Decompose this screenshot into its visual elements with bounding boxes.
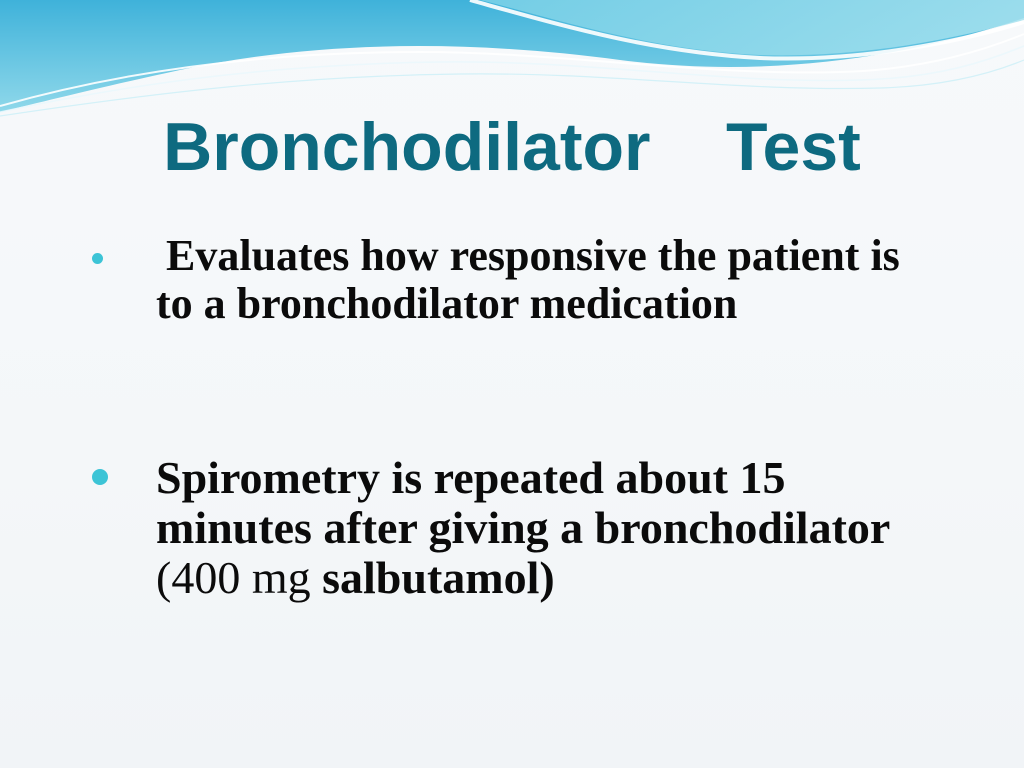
bullet-dot-icon bbox=[92, 469, 108, 485]
bullet-1-text: Evaluates how responsive the patient is to a bronchodilator medication bbox=[156, 231, 900, 328]
bullet-2-text-end: salbutamol) bbox=[310, 552, 555, 603]
bullet-2-text-plain: (400 mg bbox=[156, 552, 311, 603]
bullet-item-1 bbox=[156, 232, 936, 328]
bullet-dot-icon bbox=[92, 253, 103, 264]
bullet-item-2 bbox=[156, 453, 936, 603]
slide-title: Bronchodilator Test bbox=[163, 109, 861, 185]
bullet-2-text-bold: Spirometry is repeated about 15 minutes after giving a bronchodilator bbox=[156, 452, 890, 553]
